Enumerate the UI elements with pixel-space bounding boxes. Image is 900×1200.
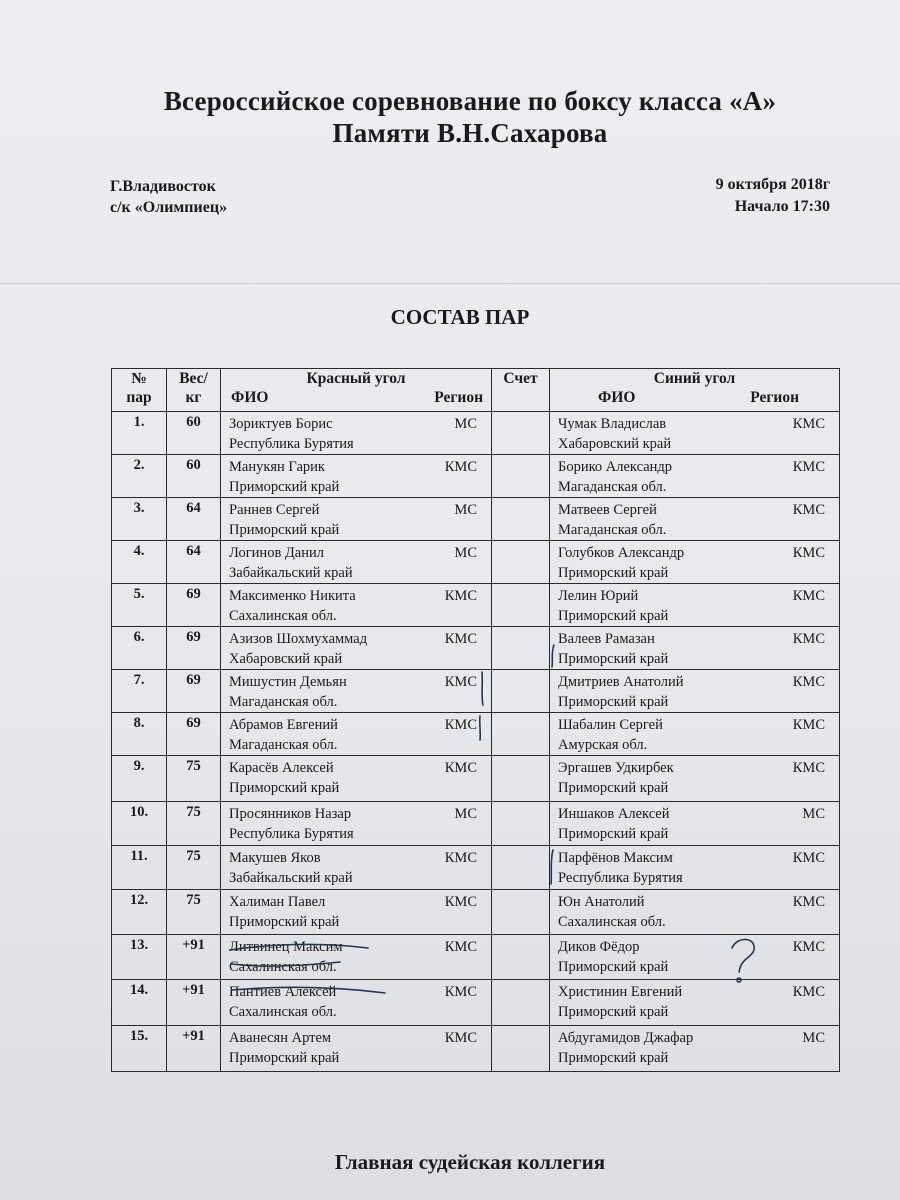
table-row xyxy=(112,980,840,1026)
table-row xyxy=(112,802,840,846)
blue-fighter-name: Дмитриев Анатолий xyxy=(558,674,684,690)
blue-fighter-name: Юн Анатолий xyxy=(558,894,645,910)
table-row xyxy=(112,455,840,498)
pair-number: 10. xyxy=(112,802,167,846)
red-fighter-region: Приморский край xyxy=(229,479,340,495)
blue-fighter-rank: КМС xyxy=(792,502,825,518)
score-cell xyxy=(492,713,550,756)
red-fighter-region: Сахалинская обл. xyxy=(229,1004,337,1020)
red-fighter-name: Карасёв Алексей xyxy=(229,760,334,776)
blue-fighter-rank: КМС xyxy=(792,631,825,647)
weight-class: +91 xyxy=(167,980,221,1026)
blue-fighter-region: Приморский край xyxy=(558,608,669,624)
red-fighter-region: Сахалинская обл. xyxy=(229,608,337,624)
blue-fighter-region: Приморский край xyxy=(558,826,669,842)
col-weight-line1: Вес/ xyxy=(179,370,208,387)
red-corner-fighter xyxy=(221,670,492,713)
blue-fighter-region: Приморский край xyxy=(558,694,669,710)
red-corner-fighter xyxy=(221,541,492,584)
col-red-corner-header xyxy=(221,369,492,412)
blue-fighter-name: Шабалин Сергей xyxy=(558,717,663,733)
score-cell xyxy=(492,802,550,846)
weight-class: 75 xyxy=(167,890,221,935)
red-corner-fighter xyxy=(221,890,492,935)
blue-corner-fighter xyxy=(550,846,840,890)
blue-fighter-name: Матвеев Сергей xyxy=(558,502,657,518)
blue-fighter-name: Лелин Юрий xyxy=(558,588,639,604)
blue-corner-title: Синий угол xyxy=(653,370,736,387)
red-fighter-rank: КМС xyxy=(444,631,477,647)
blue-fighter-region: Хабаровский край xyxy=(558,436,672,452)
red-fighter-name: Халиман Павел xyxy=(229,894,326,910)
pair-number: 3. xyxy=(112,498,167,541)
blue-sub-region: Регион xyxy=(750,389,799,406)
blue-fighter-rank: КМС xyxy=(792,416,825,432)
paper-fold-line xyxy=(0,283,900,284)
blue-fighter-name: Диков Фёдор xyxy=(558,939,640,955)
red-fighter-region: Магаданская обл. xyxy=(229,694,338,710)
blue-fighter-region: Амурская обл. xyxy=(558,737,648,753)
pair-number: 7. xyxy=(112,670,167,713)
weight-class: 60 xyxy=(167,455,221,498)
document-title-line1: Всероссийское соревнование по боксу класса «А» xyxy=(163,86,777,116)
red-corner-fighter xyxy=(221,756,492,802)
document-title-line2: Памяти В.Н.Сахарова xyxy=(332,118,608,148)
pair-number: 15. xyxy=(112,1026,167,1072)
red-fighter-name: Зориктуев Борис xyxy=(229,416,333,432)
blue-fighter-rank: КМС xyxy=(792,850,825,866)
table-row xyxy=(112,670,840,713)
red-fighter-region: Магаданская обл. xyxy=(229,737,338,753)
red-fighter-rank: МС xyxy=(454,806,477,822)
pair-number: 13. xyxy=(112,935,167,980)
blue-corner-fighter xyxy=(550,584,840,627)
red-fighter-rank: КМС xyxy=(444,717,477,733)
section-title: СОСТАВ ПАР xyxy=(390,305,530,329)
score-cell xyxy=(492,412,550,455)
blue-corner-fighter xyxy=(550,670,840,713)
blue-fighter-rank: МС xyxy=(802,1030,825,1046)
weight-class: 69 xyxy=(167,584,221,627)
red-fighter-rank: КМС xyxy=(444,760,477,776)
red-fighter-rank: КМС xyxy=(444,939,477,955)
blue-fighter-region: Приморский край xyxy=(558,1050,669,1066)
red-fighter-name: Азизов Шохмухаммад xyxy=(229,631,368,647)
blue-corner-fighter xyxy=(550,713,840,756)
pair-number: 4. xyxy=(112,541,167,584)
col-number-line1: № xyxy=(131,370,147,387)
blue-fighter-region: Магаданская обл. xyxy=(558,479,667,495)
red-corner-title: Красный угол xyxy=(306,370,406,387)
score-cell xyxy=(492,455,550,498)
red-corner-fighter xyxy=(221,980,492,1026)
red-fighter-rank: КМС xyxy=(444,1030,477,1046)
blue-fighter-name: Борико Александр xyxy=(558,459,673,475)
red-fighter-rank: КМС xyxy=(444,984,477,1000)
score-cell xyxy=(492,541,550,584)
blue-corner-fighter xyxy=(550,412,840,455)
blue-fighter-rank: КМС xyxy=(792,588,825,604)
pairs-table-body xyxy=(112,412,840,1072)
col-number-header xyxy=(112,369,167,412)
red-fighter-region: Сахалинская обл. xyxy=(229,959,337,975)
blue-fighter-rank: КМС xyxy=(792,717,825,733)
col-weight-line2: кг xyxy=(185,389,202,406)
blue-fighter-region: Магаданская обл. xyxy=(558,522,667,538)
red-sub-region: Регион xyxy=(434,389,483,406)
table-row xyxy=(112,541,840,584)
blue-sub-name: ФИО xyxy=(598,389,636,406)
pair-number: 8. xyxy=(112,713,167,756)
red-fighter-rank: МС xyxy=(454,416,477,432)
table-row xyxy=(112,1026,840,1072)
table-row xyxy=(112,584,840,627)
weight-class: +91 xyxy=(167,1026,221,1072)
table-header-row xyxy=(112,369,840,412)
score-cell xyxy=(492,756,550,802)
blue-corner-fighter xyxy=(550,498,840,541)
blue-fighter-region: Приморский край xyxy=(558,959,669,975)
blue-fighter-region: Приморский край xyxy=(558,565,669,581)
score-cell xyxy=(492,670,550,713)
blue-fighter-name: Эргашев Удкирбек xyxy=(558,760,674,776)
pair-number: 2. xyxy=(112,455,167,498)
blue-corner-fighter xyxy=(550,455,840,498)
blue-fighter-region: Сахалинская обл. xyxy=(558,914,666,930)
red-fighter-rank: КМС xyxy=(444,459,477,475)
table-row xyxy=(112,627,840,670)
table-row xyxy=(112,890,840,935)
date-label: 9 октября 2018г xyxy=(715,176,830,193)
table-row xyxy=(112,412,840,455)
blue-fighter-name: Абдугамидов Джафар xyxy=(558,1030,694,1046)
red-fighter-name: Просянников Назар xyxy=(229,806,352,822)
pair-number: 12. xyxy=(112,890,167,935)
red-fighter-name: Логинов Данил xyxy=(229,545,324,561)
red-fighter-region: Забайкальский край xyxy=(229,870,353,886)
red-fighter-region: Приморский край xyxy=(229,1050,340,1066)
blue-fighter-region: Республика Бурятия xyxy=(558,870,683,886)
pair-number: 6. xyxy=(112,627,167,670)
score-cell xyxy=(492,1026,550,1072)
score-cell xyxy=(492,627,550,670)
score-cell xyxy=(492,890,550,935)
pair-number: 9. xyxy=(112,756,167,802)
red-corner-fighter xyxy=(221,713,492,756)
blue-fighter-rank: КМС xyxy=(792,760,825,776)
table-row xyxy=(112,713,840,756)
blue-fighter-rank: КМС xyxy=(792,894,825,910)
red-fighter-name: Максименко Никита xyxy=(229,588,356,604)
pair-number: 1. xyxy=(112,412,167,455)
red-corner-fighter xyxy=(221,412,492,455)
blue-fighter-region: Приморский край xyxy=(558,780,669,796)
blue-fighter-name: Иншаков Алексей xyxy=(558,806,670,822)
table-row xyxy=(112,498,840,541)
city-label: Г.Владивосток xyxy=(110,178,216,195)
blue-corner-fighter xyxy=(550,802,840,846)
red-fighter-rank: КМС xyxy=(444,894,477,910)
col-blue-corner-header xyxy=(550,369,840,412)
weight-class: 75 xyxy=(167,802,221,846)
blue-fighter-rank: КМС xyxy=(792,545,825,561)
blue-fighter-name: Валеев Рамазан xyxy=(558,631,655,647)
red-fighter-name: Литвинец Максим xyxy=(229,939,343,955)
blue-fighter-rank: МС xyxy=(802,806,825,822)
weight-class: 75 xyxy=(167,756,221,802)
red-fighter-region: Приморский край xyxy=(229,780,340,796)
blue-corner-fighter xyxy=(550,935,840,980)
blue-fighter-rank: КМС xyxy=(792,984,825,1000)
start-time-label: Начало 17:30 xyxy=(734,198,830,215)
red-sub-name: ФИО xyxy=(231,389,269,406)
score-cell xyxy=(492,935,550,980)
weight-class: 69 xyxy=(167,627,221,670)
weight-class: +91 xyxy=(167,935,221,980)
red-fighter-region: Республика Бурятия xyxy=(229,436,354,452)
red-fighter-rank: КМС xyxy=(444,588,477,604)
score-cell xyxy=(492,584,550,627)
red-fighter-name: Мишустин Демьян xyxy=(229,674,347,690)
score-cell xyxy=(492,498,550,541)
blue-fighter-name: Голубков Александр xyxy=(558,545,685,561)
red-fighter-name: Абрамов Евгений xyxy=(229,717,338,733)
blue-fighter-name: Чумак Владислав xyxy=(558,416,667,432)
blue-fighter-region: Приморский край xyxy=(558,1004,669,1020)
red-fighter-name: Пантиев Алексей xyxy=(229,984,337,1000)
blue-corner-fighter xyxy=(550,980,840,1026)
blue-fighter-name: Христинин Евгений xyxy=(558,984,683,1000)
red-fighter-region: Хабаровский край xyxy=(229,651,343,667)
weight-class: 69 xyxy=(167,713,221,756)
red-corner-fighter xyxy=(221,846,492,890)
red-corner-fighter xyxy=(221,1026,492,1072)
blue-corner-fighter xyxy=(550,1026,840,1072)
red-fighter-region: Забайкальский край xyxy=(229,565,353,581)
table-row xyxy=(112,846,840,890)
red-corner-fighter xyxy=(221,627,492,670)
red-fighter-region: Приморский край xyxy=(229,522,340,538)
weight-class: 75 xyxy=(167,846,221,890)
blue-fighter-region: Приморский край xyxy=(558,651,669,667)
pair-number: 5. xyxy=(112,584,167,627)
red-corner-fighter xyxy=(221,802,492,846)
weight-class: 69 xyxy=(167,670,221,713)
red-fighter-name: Манукян Гарик xyxy=(229,459,325,475)
red-fighter-name: Аванесян Артем xyxy=(229,1030,332,1046)
red-fighter-region: Республика Бурятия xyxy=(229,826,354,842)
pair-number: 11. xyxy=(112,846,167,890)
blue-fighter-rank: КМС xyxy=(792,939,825,955)
col-score-header xyxy=(492,369,550,412)
blue-corner-fighter xyxy=(550,756,840,802)
weight-class: 64 xyxy=(167,498,221,541)
footer-signature-label: Главная судейская коллегия xyxy=(334,1150,606,1174)
red-fighter-rank: КМС xyxy=(444,674,477,690)
red-fighter-region: Приморский край xyxy=(229,914,340,930)
score-title: Счет xyxy=(503,370,538,387)
red-fighter-name: Макушев Яков xyxy=(229,850,321,866)
red-fighter-rank: КМС xyxy=(444,850,477,866)
blue-corner-fighter xyxy=(550,541,840,584)
blue-fighter-rank: КМС xyxy=(792,674,825,690)
red-corner-fighter xyxy=(221,455,492,498)
blue-corner-fighter xyxy=(550,627,840,670)
score-cell xyxy=(492,980,550,1026)
weight-class: 60 xyxy=(167,412,221,455)
pairs-table xyxy=(111,368,840,1072)
red-corner-fighter xyxy=(221,584,492,627)
red-corner-fighter xyxy=(221,935,492,980)
blue-corner-fighter xyxy=(550,890,840,935)
red-fighter-rank: МС xyxy=(454,545,477,561)
blue-fighter-name: Парфёнов Максим xyxy=(558,850,673,866)
red-fighter-name: Раннев Сергей xyxy=(229,502,320,518)
weight-class: 64 xyxy=(167,541,221,584)
table-row xyxy=(112,756,840,802)
red-corner-fighter xyxy=(221,498,492,541)
blue-fighter-rank: КМС xyxy=(792,459,825,475)
col-weight-header xyxy=(167,369,221,412)
score-cell xyxy=(492,846,550,890)
table-row xyxy=(112,935,840,980)
venue-label: с/к «Олимпиец» xyxy=(110,199,228,216)
col-number-line2: пар xyxy=(126,389,152,406)
red-fighter-rank: МС xyxy=(454,502,477,518)
pair-number: 14. xyxy=(112,980,167,1026)
